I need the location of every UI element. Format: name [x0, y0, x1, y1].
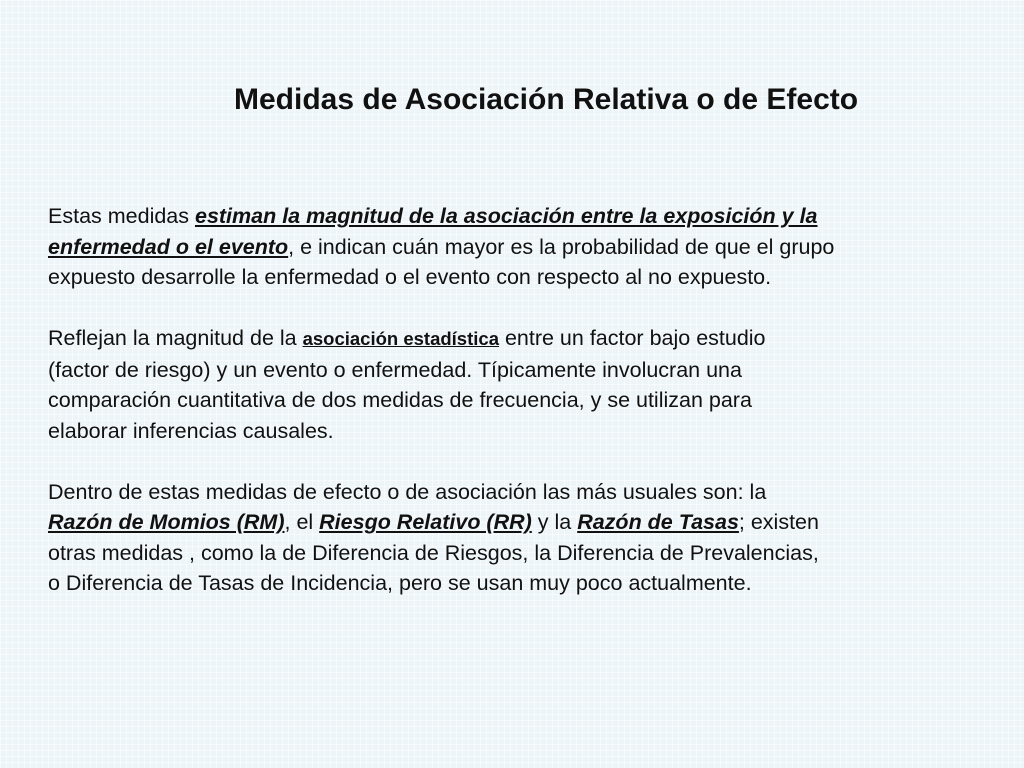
p1-text: Estas medidas	[48, 204, 195, 228]
term-riesgo-relativo: Riesgo Relativo (RR)	[319, 510, 532, 534]
term-razon-de-tasas: Razón de Tasas	[577, 510, 739, 534]
p3-line-3: otras medidas , como la de Diferencia de Riesgos, la Diferencia de Prevalencias,	[48, 540, 819, 565]
p1-line-2	[48, 232, 978, 263]
p3-line-4: o Diferencia de Tasas de Incidencia, pero se usan muy poco actualmente.	[48, 571, 752, 595]
p3-connector-1: , el	[284, 510, 320, 534]
p2-line-1	[48, 323, 978, 355]
p2-line-2: (factor de riesgo) y un evento o enfermedad. Típicamente involucran una	[48, 357, 742, 382]
slide-title: Medidas de Asociación Relativa o de Efecto	[234, 83, 859, 116]
p2-text-2: entre un factor bajo estudio	[498, 326, 766, 350]
term-razon-de-momios: Razón de Momios (RM)	[48, 510, 285, 534]
p3-line-2	[48, 507, 978, 538]
p2-emphasis: asociación estadística	[302, 328, 499, 349]
p2-text: Reflejan la magnitud de la	[48, 326, 303, 350]
p1-text-2: , e indican cuán mayor es la probabilidad de que el grupo	[288, 234, 835, 259]
p2-line-3: comparación cuantitativa de dos medidas de frecuencia, y se utilizan para	[48, 388, 752, 412]
slide-body	[48, 201, 978, 599]
p3-connector-3: ; existen	[738, 510, 819, 534]
p1-emphasis: estiman la magnitud de la asociación entre la exposición y la	[194, 204, 818, 228]
p1-line-1	[48, 201, 978, 232]
p3-connector-2: y la	[531, 510, 578, 534]
p3-line-1: Dentro de estas medidas de efecto o de asociación las más usuales son: la	[48, 479, 767, 504]
p2-line-4: elaborar inferencias causales.	[48, 418, 334, 443]
p1-line-3: expuesto desarrolle la enfermedad o el evento con respecto al no expuesto.	[48, 265, 772, 289]
p1-emphasis-cont: enfermedad o el evento	[48, 234, 289, 259]
